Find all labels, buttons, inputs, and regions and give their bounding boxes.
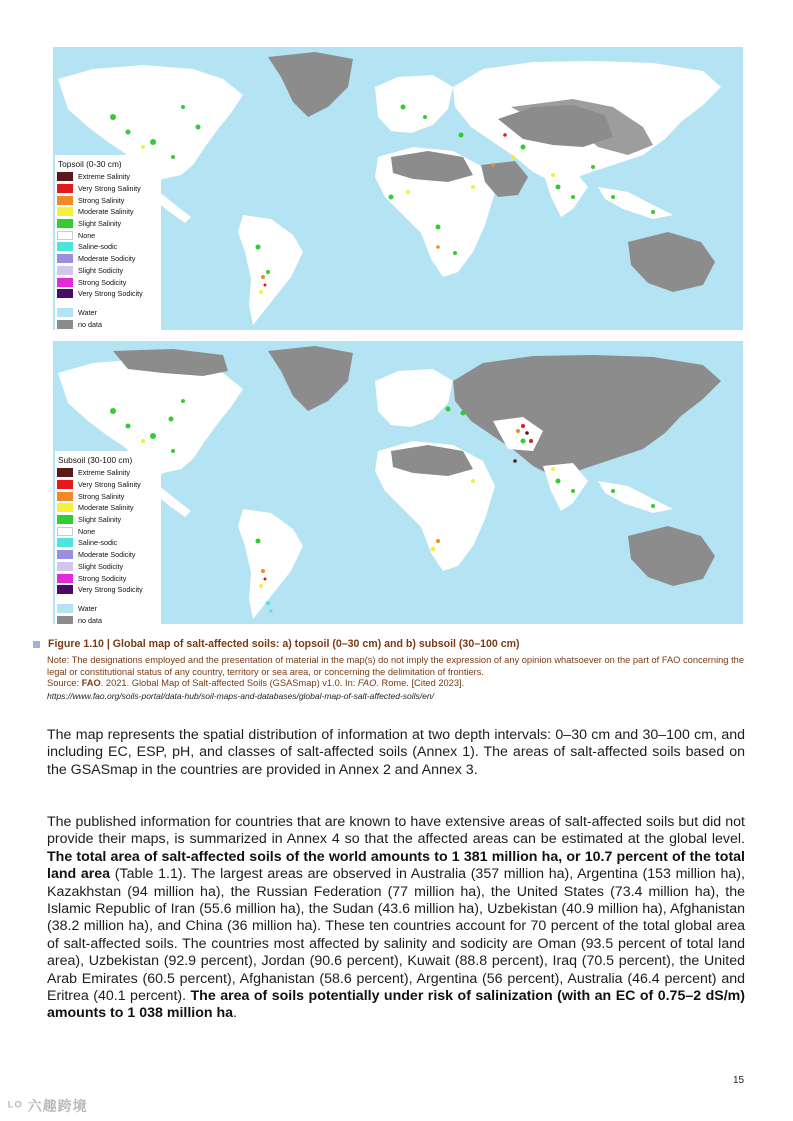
legend-swatch xyxy=(57,538,73,547)
legend-label: Moderate Sodicity xyxy=(78,254,136,264)
source-end: . Rome. [Cited 2023]. xyxy=(376,678,465,689)
legend-item xyxy=(57,537,155,549)
legend-label: Strong Salinity xyxy=(78,195,125,205)
legend-swatch xyxy=(57,172,73,181)
legend-items xyxy=(57,171,155,300)
legend-swatch xyxy=(57,616,73,624)
figure-caption xyxy=(31,638,746,702)
legend-label: Moderate Sodicity xyxy=(78,550,136,560)
legend-swatch xyxy=(57,254,73,263)
legend-item xyxy=(57,171,155,183)
legend-label: Saline-sodic xyxy=(78,242,118,252)
legend-item xyxy=(57,318,155,330)
legend-swatch xyxy=(57,585,73,594)
legend-swatch xyxy=(57,550,73,559)
legend-swatch xyxy=(57,231,73,240)
legend-extra-items xyxy=(57,603,155,624)
legend-item xyxy=(57,288,155,300)
source-publisher: FAO xyxy=(357,678,377,689)
legend-title: Topsoil (0-30 cm) xyxy=(58,159,122,169)
legend-label: Slight Salinity xyxy=(78,515,122,525)
topsoil-legend xyxy=(55,155,161,330)
legend-label: Very Strong Salinity xyxy=(78,480,141,490)
para2-part-e: . xyxy=(233,1005,238,1022)
source-prefix: Source: xyxy=(47,678,82,689)
watermark-logo: ᴸᴼ 六趣跨境 xyxy=(8,1098,88,1114)
legend-label: Water xyxy=(78,307,97,317)
legend-label: None xyxy=(78,230,96,240)
legend-item xyxy=(57,549,155,561)
legend-label: Extreme Salinity xyxy=(78,172,130,182)
caption-note: Note: The designations employed and the presentation of material in the map(s) do not imply the expression of any opinion whatsoever on the part of FAO concerning the legal or constitutional status of any country, territory or sea area, or concerning the delimitation of frontiers. xyxy=(47,655,744,677)
legend-label: Moderate Salinity xyxy=(78,207,134,217)
caption-title-text: Figure 1.10 | Global map of salt-affected soils: a) topsoil (0–30 cm) and b) subsoil (30–100 cm) xyxy=(48,638,520,650)
body-paragraph-1: The map represents the spatial distribution of information at two depth intervals: 0–30 cm and 30–100 cm, and including EC, ESP, pH, and classes of salt-affected soils (Annex 1). The areas of salt-affected soils based on the GSASmap in the countries are provided in Annex 2 and Annex 3. xyxy=(47,727,745,778)
legend-label: Very Strong Sodicity xyxy=(78,585,143,595)
legend-swatch xyxy=(57,242,73,251)
topsoil-map xyxy=(53,47,743,330)
legend-item xyxy=(57,253,155,265)
source-org: FAO xyxy=(81,678,101,689)
subsoil-legend xyxy=(55,451,161,624)
para2-part-a: The published information for countries that are known to have extensive areas of salt-affected soils but did not provide their maps, is summarized in Annex 4 so that the affected areas can be estimated at the global level. xyxy=(47,814,745,848)
legend-item xyxy=(57,194,155,206)
legend-label: no data xyxy=(78,319,102,329)
legend-label: Slight Sodicity xyxy=(78,561,124,571)
source-mid: . 2021. Global Map of Salt-affected Soils (GSASmap) v1.0. In: xyxy=(100,678,358,689)
legend-swatch xyxy=(57,320,73,329)
legend-item xyxy=(57,614,155,624)
caption-title xyxy=(33,638,746,650)
legend-swatch xyxy=(57,308,73,317)
legend-item xyxy=(57,467,155,479)
legend-item xyxy=(57,514,155,526)
legend-label: Slight Sodicity xyxy=(78,265,124,275)
source-url[interactable]: https://www.fao.org/soils-portal/data-hub/soil-maps-and-databases/global-map-of-salt-affected-soils/en/ xyxy=(47,690,434,701)
legend-swatch xyxy=(57,266,73,275)
legend-label: Very Strong Sodicity xyxy=(78,289,143,299)
legend-item xyxy=(57,241,155,253)
legend-swatch xyxy=(57,562,73,571)
caption-source xyxy=(47,678,746,690)
legend-swatch xyxy=(57,184,73,193)
legend-label: None xyxy=(78,526,96,536)
legend-item xyxy=(57,525,155,537)
caption-marker-icon xyxy=(33,641,40,648)
legend-item xyxy=(57,603,155,615)
subsoil-map xyxy=(53,341,743,624)
legend-item xyxy=(57,229,155,241)
legend-swatch xyxy=(57,219,73,228)
legend-swatch xyxy=(57,480,73,489)
legend-swatch xyxy=(57,574,73,583)
legend-swatch xyxy=(57,278,73,287)
legend-swatch xyxy=(57,207,73,216)
legend-title: Subsoil (30-100 cm) xyxy=(58,455,133,465)
legend-label: Saline-sodic xyxy=(78,538,118,548)
legend-item xyxy=(57,206,155,218)
para2-bold-risk-area: The area of soils potentially under risk of salinization (with an EC of 0.75–2 dS/m) amounts to 1 038 million ha xyxy=(47,988,745,1022)
legend-label: Slight Salinity xyxy=(78,219,122,229)
legend-swatch xyxy=(57,289,73,298)
para2-part-c: (Table 1.1). The largest areas are observed in Australia (357 million ha), Argentina (153 million ha), Kazakhstan (94 million ha), the Russian Federation (77 million ha), the United States (73.4 million ha), the Islamic Republic of Iran (55.6 million ha), the Sudan (43.6 million ha), Uzbekistan (40.9 million ha), Afghanistan (38.2 million ha), and China (36 million ha). These ten countries account for 70 percent of the total global area of salt-affected soils. The countries most affected by salinity and sodicity are Oman (93.5 percent of total land area), Uzbekistan (92.9 percent), Jordan (90.6 percent), Kuwait (88.8 percent), Iraq (70.5 percent), the United Arab Emirates (60.5 percent), Afghanistan (58.6 percent), Argentina (56 percent), Australia (46.4 percent) and Eritrea (40.1 percent). xyxy=(47,866,745,1005)
body-paragraph-2 xyxy=(47,814,745,1023)
legend-item xyxy=(57,490,155,502)
legend-extra-items xyxy=(57,307,155,330)
legend-label: Moderate Salinity xyxy=(78,503,134,513)
legend-label: Water xyxy=(78,603,97,613)
legend-swatch xyxy=(57,468,73,477)
legend-label: Very Strong Salinity xyxy=(78,184,141,194)
legend-item xyxy=(57,307,155,319)
legend-item xyxy=(57,183,155,195)
page-number: 15 xyxy=(733,1075,745,1086)
legend-item xyxy=(57,479,155,491)
legend-label: Strong Salinity xyxy=(78,491,125,501)
legend-item xyxy=(57,502,155,514)
legend-swatch xyxy=(57,492,73,501)
legend-item xyxy=(57,561,155,573)
legend-swatch xyxy=(57,515,73,524)
legend-label: Extreme Salinity xyxy=(78,468,130,478)
legend-item xyxy=(57,218,155,230)
legend-label: Strong Sodicity xyxy=(78,277,127,287)
legend-swatch xyxy=(57,503,73,512)
para2-bold-total-area: The total area of salt-affected soils of the world amounts to 1 381 million ha, or 10.7 percent of the total land area xyxy=(47,848,745,883)
legend-item xyxy=(57,572,155,584)
legend-items xyxy=(57,467,155,596)
legend-item xyxy=(57,276,155,288)
legend-item xyxy=(57,584,155,596)
legend-item xyxy=(57,265,155,277)
legend-swatch xyxy=(57,196,73,205)
legend-label: Strong Sodicity xyxy=(78,573,127,583)
legend-label: no data xyxy=(78,615,102,624)
legend-swatch xyxy=(57,527,73,536)
legend-swatch xyxy=(57,604,73,613)
